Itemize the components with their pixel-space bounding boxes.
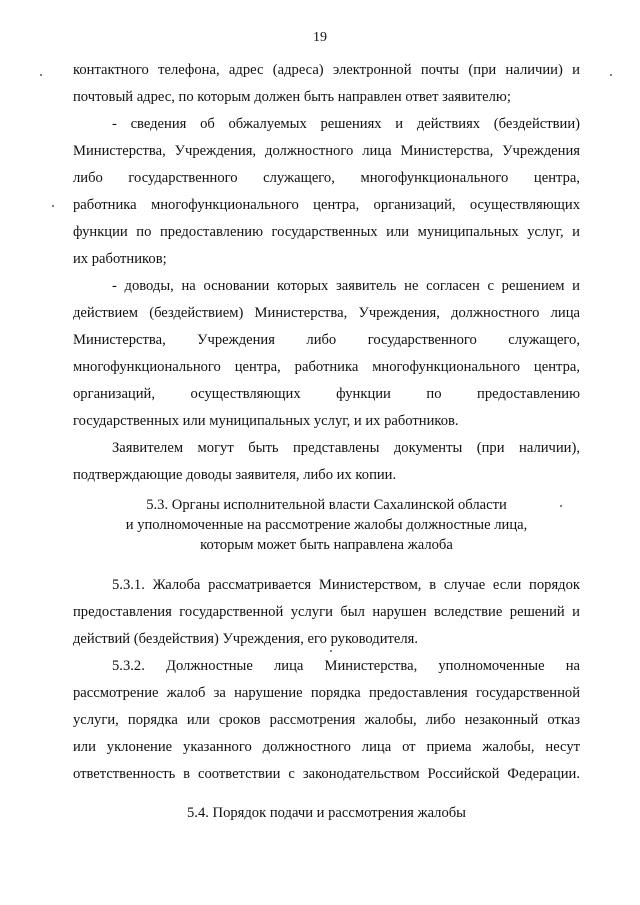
text-line: государственных или муниципальных услуг, и их работников. — [73, 413, 459, 429]
text-line: 5.3.2. Должностные лица Министерства, уполномоченные на — [112, 658, 580, 674]
text-line: действий (бездействия) Учреждения, его руководителя. — [73, 631, 419, 647]
section-heading-line: 5.4. Порядок подачи и рассмотрения жалобы — [187, 805, 466, 821]
text-line: Министерства, Учреждения, должностного лица Министерства, Учреждения — [73, 143, 580, 159]
text-line: их работников; — [73, 251, 167, 267]
text-line: - сведения об обжалуемых решениях и действиях (бездействии) — [112, 116, 580, 132]
text-line: Заявителем могут быть представлены документы (при наличии), — [112, 440, 580, 456]
text-line: предоставления государственной услуги был нарушен вследствие решений и — [73, 604, 580, 620]
text-line: работника многофункционального центра, организаций, осуществляющих — [73, 197, 580, 213]
text-line: Министерства, Учреждения либо государственного служащего, — [73, 332, 580, 348]
text-line: или уклонение указанного должностного лица от приема жалобы, несут — [73, 739, 580, 755]
scan-speck — [40, 74, 42, 76]
scan-speck — [330, 650, 332, 652]
scan-speck — [52, 205, 54, 207]
text-line: многофункционального центра, работника многофункционального центра, — [73, 359, 580, 375]
text-line: - доводы, на основании которых заявитель не согласен с решением и — [112, 278, 580, 294]
text-line: услуги, порядка или сроков рассмотрения жалобы, либо незаконный отказ — [73, 712, 580, 728]
text-line: контактного телефона, адрес (адреса) электронной почты (при наличии) и — [73, 62, 580, 78]
scan-speck — [610, 74, 612, 76]
section-heading-line: 5.3. Органы исполнительной власти Сахалинской области — [146, 497, 507, 513]
scan-speck — [560, 505, 562, 507]
text-line: почтовый адрес, по которым должен быть направлен ответ заявителю; — [73, 89, 511, 105]
text-line: функции по предоставлению государственных или муниципальных услуг, и — [73, 224, 580, 240]
section-heading-line: которым может быть направлена жалоба — [200, 537, 453, 553]
text-line: подтверждающие доводы заявителя, либо их копии. — [73, 467, 397, 483]
section-heading-line: и уполномоченные на рассмотрение жалобы должностные лица, — [125, 517, 528, 533]
text-line: действием (бездействием) Министерства, Учреждения, должностного лица — [73, 305, 580, 321]
text-line: либо государственного служащего, многофункционального центра, — [73, 170, 580, 186]
text-line: рассмотрение жалоб за нарушение порядка предоставления государственной — [73, 685, 580, 701]
page-number: 19 — [313, 30, 327, 45]
text-line: ответственность в соответствии с законодательством Российской Федерации. — [73, 766, 580, 782]
text-line: организаций, осуществляющих функции по предоставлению — [73, 386, 580, 402]
text-line: 5.3.1. Жалоба рассматривается Министерством, в случае если порядок — [112, 577, 580, 593]
